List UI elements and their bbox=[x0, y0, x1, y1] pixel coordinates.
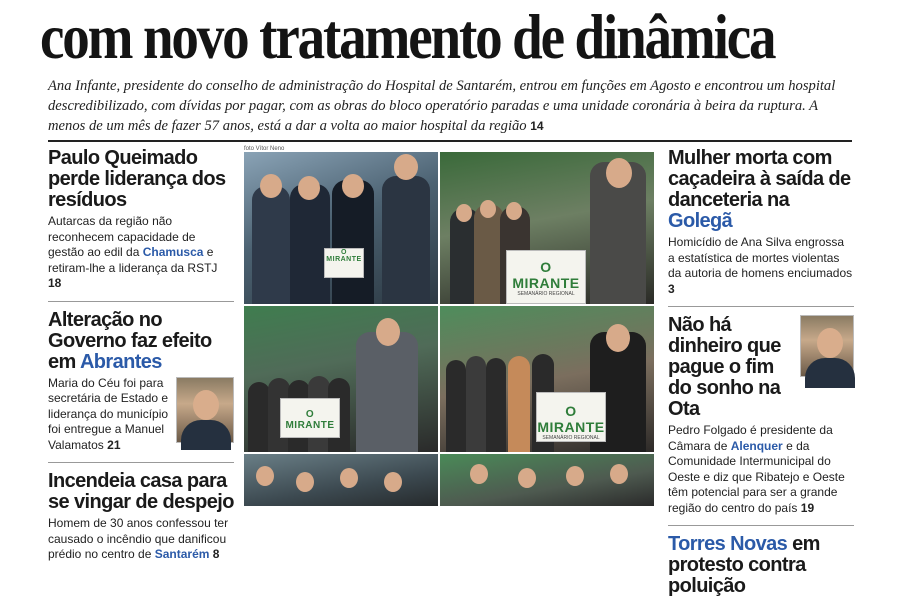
person-head bbox=[384, 472, 402, 492]
story-title: Paulo Queimado perde liderança dos resíduos bbox=[48, 147, 226, 211]
title-place-highlight: Golegã bbox=[668, 210, 733, 232]
story-body bbox=[48, 373, 234, 454]
story-title bbox=[668, 534, 854, 597]
stage-sign: O MIRANTE bbox=[280, 398, 340, 438]
page-ref: 18 bbox=[48, 276, 62, 290]
main-headline: com novo tratamento de dinâmica bbox=[40, 1, 775, 72]
story-text: Maria do Céu foi para secretária de Estado e liderança do município foi entregue a Manuel Valamatos bbox=[48, 375, 169, 452]
photo-collage[interactable] bbox=[244, 152, 656, 506]
story-text: Homicídio de Ana Silva engrossa a estatística de mortes violentas da autoria de homens enciumados bbox=[668, 235, 853, 280]
page-ref: 8 bbox=[212, 547, 220, 561]
place-highlight: Chamusca bbox=[142, 245, 204, 259]
person-head bbox=[342, 174, 364, 198]
lead-paragraph bbox=[48, 76, 858, 136]
story-abrantes[interactable] bbox=[48, 310, 234, 454]
portrait-face bbox=[817, 328, 843, 358]
title-place-highlight: Torres Novas bbox=[668, 533, 788, 555]
story-divider bbox=[48, 462, 234, 463]
person-figure bbox=[508, 356, 530, 452]
portrait-face bbox=[193, 390, 219, 420]
story-title: Não há dinheiro que pague o fim do sonho na Ota bbox=[668, 314, 781, 420]
story-incendio[interactable] bbox=[48, 471, 234, 563]
person-head bbox=[610, 464, 628, 484]
portrait-photo bbox=[800, 315, 854, 377]
story-summary bbox=[48, 214, 234, 292]
person-head bbox=[566, 466, 584, 486]
person-head bbox=[606, 324, 630, 352]
story-ota[interactable] bbox=[668, 315, 854, 516]
photo-credit: foto Vítor Neno bbox=[244, 146, 285, 152]
story-text: Autarcas da região não reconhecem capacidade de gestão ao edil da bbox=[48, 214, 196, 259]
person-head bbox=[376, 318, 400, 346]
story-summary bbox=[48, 376, 170, 454]
story-text: Pedro Folgado é presidente da Câmara de bbox=[668, 423, 833, 453]
photo-group-bottom bbox=[440, 454, 654, 506]
person-figure bbox=[356, 332, 418, 452]
story-title bbox=[48, 310, 234, 373]
person-head bbox=[394, 154, 418, 180]
person-head bbox=[298, 176, 320, 200]
award-plaque: O MIRANTE bbox=[324, 248, 364, 278]
story-paulo-queimado[interactable] bbox=[48, 148, 234, 292]
person-figure bbox=[486, 358, 506, 452]
story-divider bbox=[668, 306, 854, 307]
photo-award-group bbox=[244, 152, 438, 304]
person-head bbox=[480, 200, 496, 218]
portrait-suit bbox=[805, 358, 855, 388]
portrait-photo bbox=[176, 377, 234, 443]
place-highlight: Alenquer bbox=[730, 438, 783, 453]
story-text-cont: e da Comunidade Intermunicipal do Oeste e diz que Ribatejo e Oeste têm potencial para ser a grande região do centro do país bbox=[668, 438, 845, 515]
story-golega[interactable] bbox=[668, 148, 854, 297]
story-torres-novas[interactable] bbox=[668, 534, 854, 597]
title-text: em protesto contra poluição bbox=[668, 533, 820, 597]
page-ref: 3 bbox=[668, 281, 675, 296]
story-title: Incendeia casa para se vingar de despejo bbox=[48, 470, 234, 513]
person-figure bbox=[446, 360, 466, 452]
story-summary bbox=[48, 516, 234, 563]
story-divider bbox=[668, 525, 854, 526]
title-place-highlight: Abrantes bbox=[79, 350, 162, 373]
portrait-suit bbox=[181, 420, 231, 450]
photo-woman-podium bbox=[440, 306, 654, 452]
person-head bbox=[340, 468, 358, 488]
left-column bbox=[48, 148, 234, 563]
right-column bbox=[668, 148, 854, 597]
person-figure bbox=[290, 184, 330, 304]
photo-audience bbox=[244, 454, 438, 506]
person-figure bbox=[332, 180, 374, 304]
story-text: Homem de 30 anos confessou ter causado o incêndio que danificou prédio no centro de bbox=[48, 516, 229, 561]
lead-text: Ana Infante, presidente do conselho de administração do Hospital de Santarém, entrou em funções em Agosto e encontrou um hospital descredibilizado, com dívidas por pagar, com as obras do bloco operatório paradas e uma unidade coronária à beira da ruptura. A menos de um mês de fazer 57 anos, está a dar a volta ao maior hospital da região bbox=[48, 78, 836, 134]
person-head bbox=[296, 472, 314, 492]
person-head bbox=[506, 202, 522, 220]
page-ref: 21 bbox=[107, 437, 121, 452]
person-figure bbox=[248, 382, 270, 452]
person-head bbox=[256, 466, 274, 486]
person-figure bbox=[252, 186, 290, 304]
person-head bbox=[470, 464, 488, 484]
person-head bbox=[260, 174, 282, 198]
story-divider bbox=[48, 301, 234, 302]
title-text: Mulher morta com caçadeira à saída de danceteria na bbox=[668, 147, 851, 211]
story-head bbox=[668, 315, 854, 420]
person-head bbox=[606, 158, 632, 188]
page-ref: 19 bbox=[800, 500, 815, 515]
title-text: Alteração no Governo faz efeito em bbox=[48, 308, 212, 373]
lead-page-ref: 14 bbox=[530, 119, 544, 133]
person-head bbox=[518, 468, 536, 488]
podium-sign: O MIRANTE SEMANÁRIO REGIONAL bbox=[506, 250, 586, 304]
header-rule bbox=[48, 140, 852, 142]
podium-sign: O MIRANTE SEMANÁRIO REGIONAL bbox=[536, 392, 606, 442]
story-summary bbox=[668, 423, 854, 516]
photo-speaker-podium bbox=[440, 152, 654, 304]
person-head bbox=[456, 204, 472, 222]
story-text-cont: e retiram-lhe a liderança da RSTJ bbox=[48, 245, 218, 275]
person-figure bbox=[466, 356, 486, 452]
person-figure bbox=[382, 176, 430, 304]
photo-speaker-stage bbox=[244, 306, 438, 452]
story-summary bbox=[668, 235, 854, 297]
story-title bbox=[668, 148, 854, 232]
place-highlight: Santarém bbox=[154, 547, 210, 561]
